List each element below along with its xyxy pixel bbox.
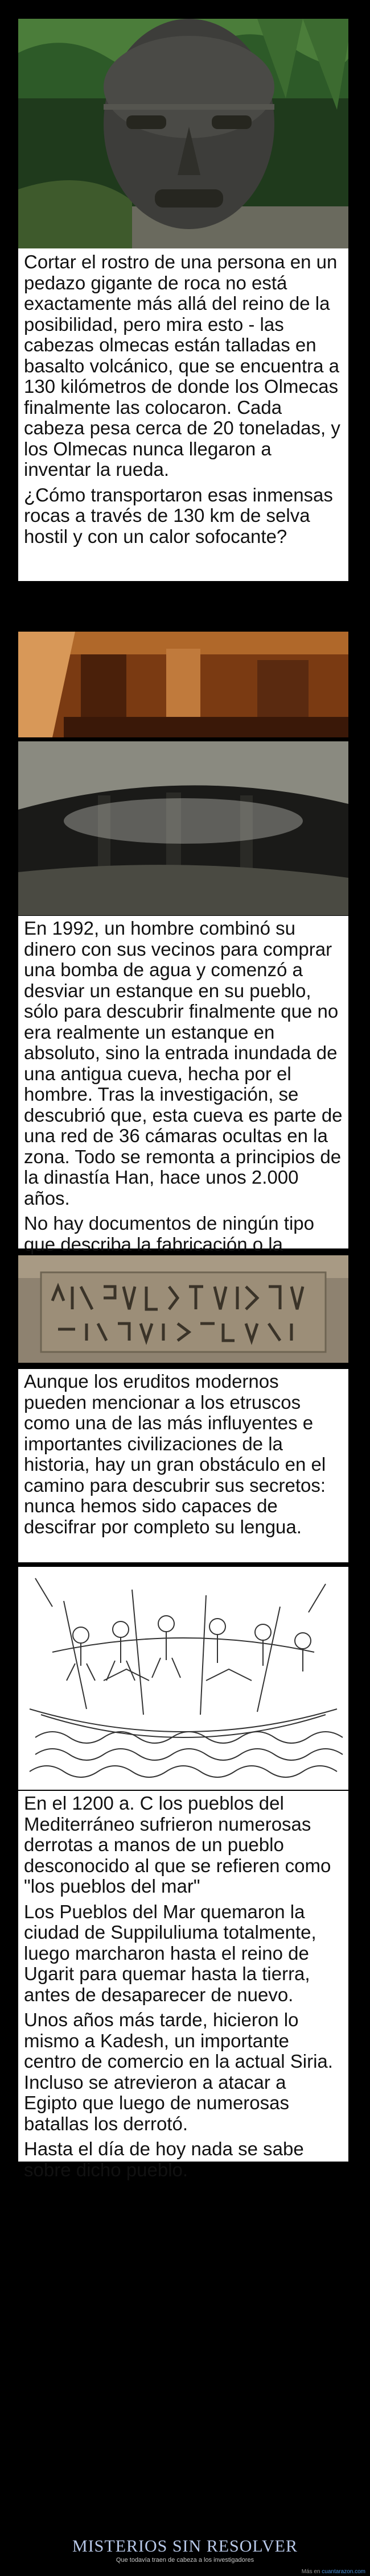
credit-link[interactable]: cuantarazon.com <box>322 2569 365 2575</box>
sea-paragraph-3: Unos años más tarde, hicieron lo mismo a Kadesh, un importante centro de comercio en la actual Siria. Incluso se atrevieron a atacar a Egipto que luego de numerosas batallas los derrotó. <box>24 2009 333 2134</box>
sea-peoples-relief-drawing <box>18 1567 348 1790</box>
etruscan-inscription-photo <box>18 1255 348 1363</box>
olmec-paragraph-2: ¿Cómo transportaron esas inmensas rocas a través de 130 km de selva hostil y con un calor sofocante? <box>24 484 333 547</box>
olmec-text-block <box>18 248 348 581</box>
credit-prefix: Más en <box>301 2569 320 2575</box>
longyou-text-block <box>18 916 348 1255</box>
olmec-paragraph-1: Cortar el rostro de una persona en un pedazo gigante de roca no está exactamente más allá del reino de la posibilidad, pero mira esto - las cabezas olmecas están talladas en basalto volcánico, que se encuentra a 130 kilómetros de donde los Olmecas finalmente las colocaron. Cada cabeza pesa cerca de 20 toneladas, y los Olmecas nunca llegaron a inventar la rueda. <box>24 251 340 480</box>
sea-paragraph-2: Los Pueblos del Mar quemaron la ciudad de Suppiluliuma totalmente, luego marcharon hasta el reino de Ugarit para quemar hasta la tierra, antes de desaparecer de nuevo. <box>24 1901 316 2005</box>
etruscan-text-block <box>18 1369 348 1562</box>
longyou-paragraph-1: En 1992, un hombre combinó su dinero con sus vecinos para comprar una bomba de agua y comenzó a desviar un estanque en su pueblo, sólo para descubrir finalmente que no era realmente un estanque en absoluto, sino la entrada inundada de una antigua cueva, hecha por el hombre. Tras la investigación, se descubrió que, esta cueva es parte de una red de 36 cámaras ocultas en la zona. Todo se remonta a principios de la dinastía Han, hace unos 2.000 años. <box>24 918 343 1209</box>
etruscan-paragraph-1: Aunque los eruditos modernos pueden mencionar a los etruscos como una de las más influyentes e importantes civilizaciones de la historia, hay un gran obstáculo en el camino para descubrir sus secretos: nunca hemos sido capaces de descifrar por completo su lengua. <box>24 1371 326 1537</box>
longyou-cave-photo-2 <box>18 741 348 915</box>
site-credit <box>302 2569 365 2575</box>
longyou-cave-photo-1 <box>18 632 348 737</box>
sea-paragraph-4: Hasta el día de hoy nada se sabe sobre dicho pueblo. <box>24 2138 304 2180</box>
footer-title: MISTERIOS SIN RESOLVER <box>72 2537 298 2556</box>
sea-paragraph-1: En el 1200 a. C los pueblos del Mediterráneo sufrieron numerosas derrotas a manos de un pueblo desconocido al que se refieren como "los pueblos del mar" <box>24 1793 331 1897</box>
longyou-paragraph-2: No hay documentos de ningún tipo que describa la fabricación o la <box>24 1213 315 1255</box>
sea-peoples-text-block <box>18 1791 348 2180</box>
olmec-head-photo <box>18 19 348 248</box>
footer-subtitle: Que todavía traen de cabeza a los investigadores <box>116 2557 254 2563</box>
